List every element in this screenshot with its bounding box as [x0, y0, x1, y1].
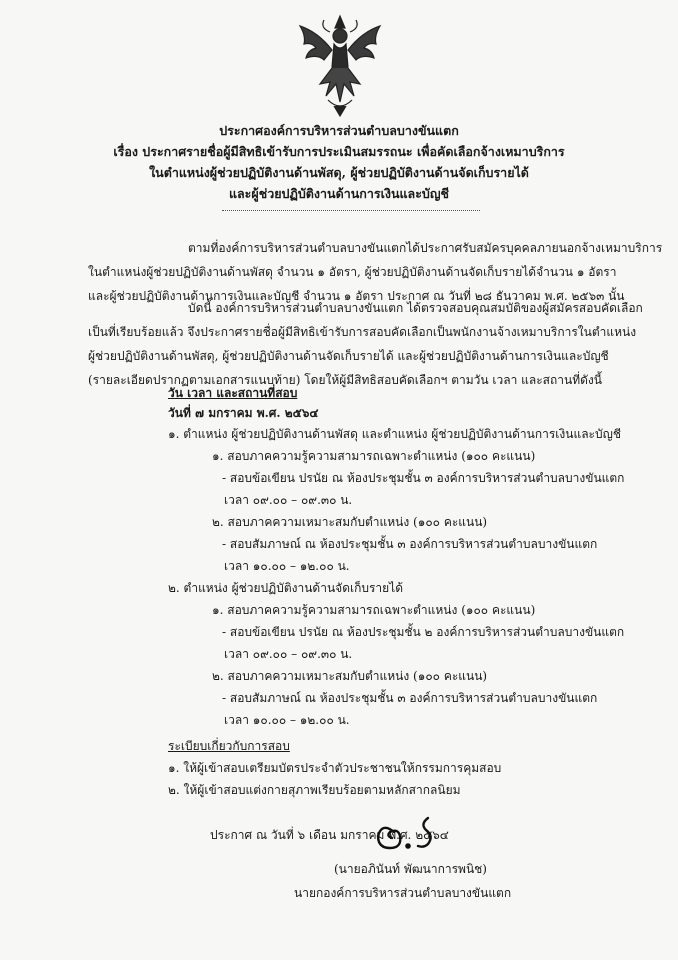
header-line-4: และผู้ช่วยปฏิบัติงานด้านการเงินและบัญชี — [228, 186, 450, 201]
garuda-emblem-icon — [290, 12, 390, 118]
position-1-exam-2: ๒. สอบภาคความเหมาะสมกับตำแหน่ง (๑๐๐ คะแนน) — [212, 515, 488, 529]
position-2-exam-2-detail: - สอบสัมภาษณ์ ณ ห้องประชุมชั้น ๓ องค์การบริหารส่วนตำบลบางขันแตก — [222, 691, 598, 705]
header-line-1: ประกาศองค์การบริหารส่วนตำบลบางขันแตก — [219, 123, 459, 138]
paragraph-1-line: และผู้ช่วยปฏิบัติงานด้านการเงินและบัญชี จำนวน ๑ อัตรา ประกาศ ณ วันที่ ๒๘ ธันวาคม พ.ศ. ๒๕๖๓ นั้น — [88, 289, 625, 303]
rule-item-2: ๒. ให้ผู้เข้าสอบแต่งกายสุภาพเรียบร้อยตามหลักสากลนิยม — [168, 783, 461, 797]
exam-date: วันที่ ๗ มกราคม พ.ศ. ๒๕๖๔ — [168, 406, 319, 420]
paragraph-2-line: บัดนี้ องค์การบริหารส่วนตำบลบางขันแตก ได้ตรวจสอบคุณสมบัติของผู้สมัครสอบคัดเลือก — [188, 301, 643, 315]
position-2-exam-1: ๑. สอบภาคความรู้ความสามารถเฉพาะตำแหน่ง (๑๐๐ คะแนน) — [212, 603, 536, 617]
position-1-exam-2-time: เวลา ๑๐.๐๐ – ๑๒.๐๐ น. — [224, 559, 350, 573]
signer-name: (นายอภินันท์ พัฒนาการพนิช) — [334, 862, 487, 876]
dotted-divider — [222, 210, 480, 211]
announcement-header — [0, 120, 678, 204]
paragraph-2-line: เป็นที่เรียบร้อยแล้ว จึงประกาศรายชื่อผู้มีสิทธิเข้ารับการสอบคัดเลือกเป็นพนักงานจ้างเหมาบริการในตำแหน่ง — [88, 325, 637, 339]
rule-item-1: ๑. ให้ผู้เข้าสอบเตรียมบัตรประจำตัวประชาชนให้กรรมการคุมสอบ — [168, 761, 502, 775]
paragraph-1-line: ตามที่องค์การบริหารส่วนตำบลบางขันแตกได้ประกาศรับสมัครบุคคลภายนอกจ้างเหมาบริการ — [188, 241, 663, 255]
header-line-2: เรื่อง ประกาศรายชื่อผู้มีสิทธิเข้ารับการประเมินสมรรถนะ เพื่อคัดเลือกจ้างเหมาบริการ — [113, 144, 565, 159]
position-1-exam-1-detail: - สอบข้อเขียน ปรนัย ณ ห้องประชุมชั้น ๓ องค์การบริหารส่วนตำบลบางขันแตก — [222, 471, 625, 485]
paragraph-1-line: ในตำแหน่งผู้ช่วยปฏิบัติงานด้านพัสดุ จำนวน ๑ อัตรา, ผู้ช่วยปฏิบัติงานด้านจัดเก็บรายได้จำนวน ๑ อัตรา — [88, 265, 617, 279]
position-1-exam-1: ๑. สอบภาคความรู้ความสามารถเฉพาะตำแหน่ง (๑๐๐ คะแนน) — [212, 449, 536, 463]
announced-date: ประกาศ ณ วันที่ ๖ เดือน มกราคม พ.ศ. ๒๕๖๔ — [210, 828, 449, 842]
position-2-exam-2: ๒. สอบภาคความเหมาะสมกับตำแหน่ง (๑๐๐ คะแนน) — [212, 669, 488, 683]
schedule-title: วัน เวลา และสถานที่สอบ — [168, 386, 298, 400]
rules-title: ระเบียบเกี่ยวกับการสอบ — [168, 739, 290, 753]
position-2-title: ๒. ตำแหน่ง ผู้ช่วยปฏิบัติงานด้านจัดเก็บรายได้ — [168, 581, 404, 595]
position-2-exam-1-detail: - สอบข้อเขียน ปรนัย ณ ห้องประชุมชั้น ๒ องค์การบริหารส่วนตำบลบางขันแตก — [222, 625, 625, 639]
paragraph-2-line: (รายละเอียดปรากฏตามเอกสารแนบท้าย) โดยให้ผู้มีสิทธิสอบคัดเลือกฯ ตามวัน เวลา และสถานที่ดังนี้ — [88, 373, 602, 387]
header-line-3: ในตำแหน่งผู้ช่วยปฏิบัติงานด้านพัสดุ, ผู้ช่วยปฏิบัติงานด้านจัดเก็บรายได้ — [149, 165, 529, 180]
position-2-exam-1-time: เวลา ๐๙.๐๐ – ๐๙.๓๐ น. — [224, 647, 353, 661]
paragraph-2-line: ผู้ช่วยปฏิบัติงานด้านพัสดุ, ผู้ช่วยปฏิบัติงานด้านจัดเก็บรายได้ และผู้ช่วยปฏิบัติงานด้านการเงินและบัญชี — [88, 349, 609, 363]
position-1-exam-2-detail: - สอบสัมภาษณ์ ณ ห้องประชุมชั้น ๓ องค์การบริหารส่วนตำบลบางขันแตก — [222, 537, 598, 551]
position-1-exam-1-time: เวลา ๐๙.๐๐ – ๐๙.๓๐ น. — [224, 493, 353, 507]
position-2-exam-2-time: เวลา ๑๐.๐๐ – ๑๒.๐๐ น. — [224, 713, 350, 727]
position-1-title: ๑. ตำแหน่ง ผู้ช่วยปฏิบัติงานด้านพัสดุ และตำแหน่ง ผู้ช่วยปฏิบัติงานด้านการเงินและบัญชี — [168, 427, 621, 441]
paragraph-2 — [88, 296, 643, 392]
signer-title: นายกองค์การบริหารส่วนตำบลบางขันแตก — [294, 886, 512, 900]
signature-icon — [372, 812, 450, 854]
